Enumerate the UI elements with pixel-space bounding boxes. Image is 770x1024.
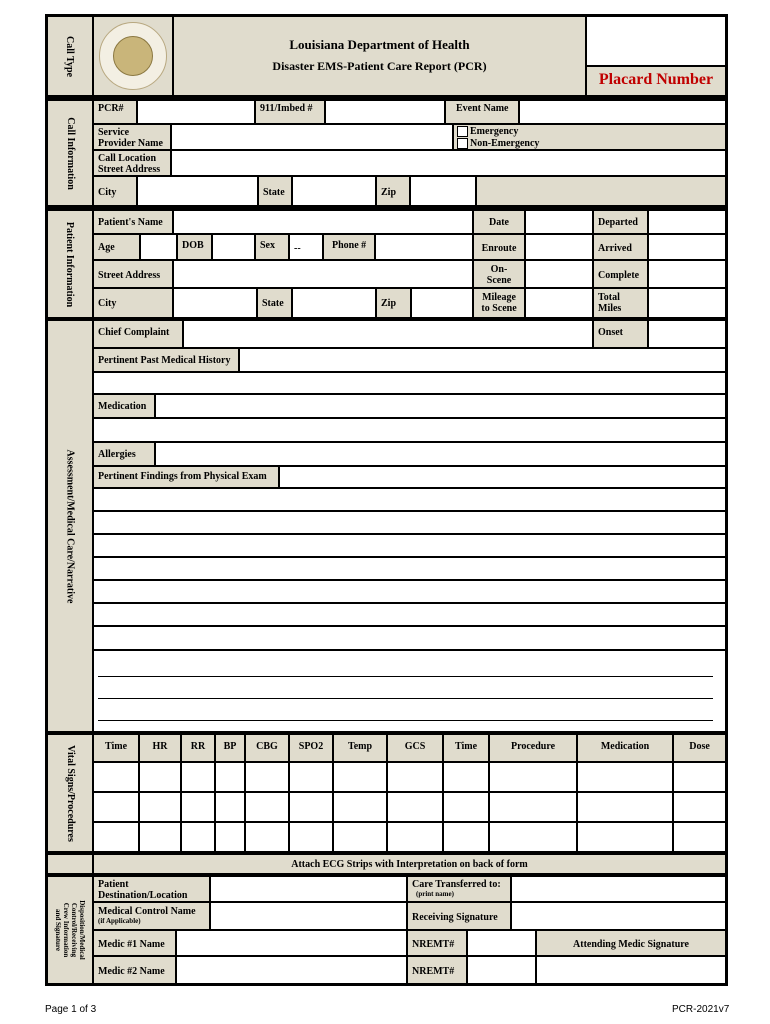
form-id: PCR-2021v7 (672, 1004, 730, 1015)
section-call-information (47, 100, 93, 206)
patient-zip-label: Zip (376, 288, 411, 318)
vitals-cell[interactable] (93, 822, 139, 852)
section-label: Call Information (64, 116, 76, 190)
title-block (173, 16, 586, 96)
vitals-cell[interactable] (577, 822, 673, 852)
receiving-signature-field[interactable] (511, 902, 726, 930)
care-transferred-cell (407, 876, 511, 902)
vitals-cell[interactable] (673, 792, 726, 822)
col-gcs: GCS (387, 734, 443, 762)
history-field-line2[interactable] (93, 372, 726, 394)
call-zip-label: Zip (376, 176, 410, 206)
on-scene-label: On-Scene (473, 260, 525, 288)
print-name-hint: (print name) (416, 890, 454, 898)
sex-label: Sex (255, 234, 289, 260)
vitals-cell[interactable] (333, 762, 387, 792)
chief-complaint-label: Chief Complaint (93, 320, 183, 348)
vitals-cell[interactable] (289, 822, 333, 852)
dob-field[interactable] (212, 234, 255, 260)
col-hr: HR (139, 734, 181, 762)
seal-center-icon (113, 36, 153, 76)
call-location-field[interactable] (171, 150, 726, 176)
history-label: Pertinent Past Medical History (93, 348, 239, 372)
vitals-cell[interactable] (181, 762, 215, 792)
service-provider-field[interactable] (171, 124, 453, 150)
narrative-rule (98, 676, 713, 677)
pcr-label: PCR# (93, 100, 137, 124)
findings-line[interactable] (93, 603, 726, 626)
arrived-field[interactable] (648, 234, 726, 260)
enroute-label: Enroute (473, 234, 525, 260)
vitals-cell[interactable] (443, 762, 489, 792)
findings-line[interactable] (93, 488, 726, 511)
narrative-rule (98, 698, 713, 699)
medic1-label: Medic #1 Name (93, 930, 176, 956)
total-miles-field[interactable] (648, 288, 726, 318)
vitals-cell[interactable] (245, 792, 289, 822)
patient-name-label: Patient's Name (93, 210, 173, 234)
vitals-cell[interactable] (577, 762, 673, 792)
vitals-cell[interactable] (387, 792, 443, 822)
vitals-cell[interactable] (577, 792, 673, 822)
patient-state-field[interactable] (292, 288, 376, 318)
vitals-cell[interactable] (443, 792, 489, 822)
phone-field[interactable] (375, 234, 473, 260)
section-vitals (47, 734, 93, 852)
date-field[interactable] (525, 210, 593, 234)
nremt2-field[interactable] (467, 956, 536, 984)
on-scene-field[interactable] (525, 260, 593, 288)
vitals-cell[interactable] (139, 822, 181, 852)
pcr-field[interactable] (137, 100, 255, 124)
onset-field[interactable] (648, 320, 726, 348)
call-zip-field[interactable] (410, 176, 476, 206)
vitals-cell[interactable] (289, 762, 333, 792)
vitals-cell[interactable] (181, 792, 215, 822)
vitals-cell[interactable] (333, 822, 387, 852)
call-location-label: Call Location Street Address (93, 150, 171, 176)
mileage-label: Mileage to Scene (473, 288, 525, 318)
findings-line[interactable] (93, 580, 726, 603)
date-label: Date (473, 210, 525, 234)
section-label: Assessment/Medical Care/Narrative (64, 449, 76, 603)
medication-label: Medication (93, 394, 155, 418)
patient-name-field[interactable] (173, 210, 473, 234)
vitals-cell[interactable] (489, 762, 577, 792)
vitals-cell[interactable] (333, 792, 387, 822)
findings-line[interactable] (93, 626, 726, 650)
sex-select[interactable]: -- (289, 234, 323, 260)
section-label: Patient Information (64, 221, 76, 307)
dob-label: DOB (177, 234, 212, 260)
enroute-field[interactable] (525, 234, 593, 260)
call-city-label: City (93, 176, 137, 206)
vitals-cell[interactable] (139, 792, 181, 822)
onset-label: Onset (593, 320, 648, 348)
findings-line[interactable] (93, 534, 726, 557)
section-patient-information (47, 210, 93, 318)
age-label: Age (93, 234, 140, 260)
complete-label: Complete (593, 260, 648, 288)
event-name-label: Event Name (445, 100, 519, 124)
medic1-field[interactable] (176, 930, 407, 956)
if-applicable-hint: (if Applicable) (98, 917, 141, 925)
col-rr: RR (181, 734, 215, 762)
findings-line[interactable] (93, 557, 726, 580)
col-cbg: CBG (245, 734, 289, 762)
page-title: Louisiana Department of Health (289, 37, 470, 52)
non-emergency-option[interactable]: Non-Emergency (457, 138, 722, 150)
call-city-field[interactable] (137, 176, 258, 206)
age-field[interactable] (140, 234, 177, 260)
emergency-options (453, 124, 726, 150)
departed-field[interactable] (648, 210, 726, 234)
findings-field[interactable] (279, 466, 726, 488)
allergies-field[interactable] (155, 442, 726, 466)
medic2-label: Medic #2 Name (93, 956, 176, 984)
vitals-cell[interactable] (673, 762, 726, 792)
page-number: Page 1 of 3 (45, 1004, 97, 1015)
section-call-type (47, 16, 93, 96)
col-time-2: Time (443, 734, 489, 762)
medication-field-line2[interactable] (93, 418, 726, 442)
col-time: Time (93, 734, 139, 762)
medical-control-label: Medical Control Name (98, 906, 196, 917)
patient-city-label: City (93, 288, 173, 318)
vitals-cell[interactable] (387, 762, 443, 792)
esf8-seal-logo (99, 22, 167, 90)
care-transferred-field[interactable] (511, 876, 726, 902)
emergency-option[interactable]: Emergency (457, 126, 722, 138)
call-blank-cell (476, 176, 726, 206)
street-address-field[interactable] (173, 260, 473, 288)
destination-label: Patient Destination/Location (93, 876, 210, 902)
patient-city-field[interactable] (173, 288, 257, 318)
event-name-field[interactable] (519, 100, 726, 124)
vitals-cell[interactable] (489, 792, 577, 822)
medical-control-cell (93, 902, 210, 930)
patient-state-label: State (257, 288, 292, 318)
medic2-field[interactable] (176, 956, 407, 984)
imbed-label: 911/Imbed # (255, 100, 325, 124)
imbed-field[interactable] (325, 100, 445, 124)
call-state-field[interactable] (292, 176, 376, 206)
vitals-cell[interactable] (387, 822, 443, 852)
vitals-cell[interactable] (215, 762, 245, 792)
section-assessment (47, 320, 93, 732)
col-bp: BP (215, 734, 245, 762)
chief-complaint-field[interactable] (183, 320, 593, 348)
vitals-cell[interactable] (443, 822, 489, 852)
non-emergency-checkbox[interactable] (457, 138, 468, 149)
vitals-cell[interactable] (245, 762, 289, 792)
nremt2-label: NREMT# (407, 956, 467, 984)
history-field[interactable] (239, 348, 726, 372)
nremt1-field[interactable] (467, 930, 536, 956)
total-miles-label: Total Miles (593, 288, 648, 318)
vitals-cell[interactable] (673, 822, 726, 852)
col-dose: Dose (673, 734, 726, 762)
attending-signature-label: Attending Medic Signature (536, 930, 726, 956)
findings-label: Pertinent Findings from Physical Exam (93, 466, 279, 488)
narrative-area[interactable] (93, 650, 726, 732)
emergency-checkbox[interactable] (457, 126, 468, 137)
vitals-cell[interactable] (245, 822, 289, 852)
findings-line[interactable] (93, 511, 726, 534)
section-label: Call Type (64, 35, 76, 77)
vitals-cell[interactable] (93, 762, 139, 792)
placard-label-cell (586, 66, 726, 96)
vitals-cell[interactable] (93, 792, 139, 822)
placard-number-field[interactable] (586, 16, 726, 66)
care-transferred-label: Care Transferred to: (412, 879, 501, 890)
vitals-cell[interactable] (215, 822, 245, 852)
ecg-note: Attach ECG Strips with Interpretation on back of form (93, 854, 726, 874)
page-subtitle: Disaster EMS-Patient Care Report (PCR) (272, 59, 487, 73)
section-disposition (47, 876, 93, 984)
receiving-signature-label: Receiving Signature (407, 902, 511, 930)
col-medication: Medication (577, 734, 673, 762)
destination-field[interactable] (210, 876, 407, 902)
complete-field[interactable] (648, 260, 726, 288)
ecg-side-blank (47, 854, 93, 874)
street-address-label: Street Address (93, 260, 173, 288)
medication-field[interactable] (155, 394, 726, 418)
vitals-cell[interactable] (139, 762, 181, 792)
vitals-cell[interactable] (489, 822, 577, 852)
col-temp: Temp (333, 734, 387, 762)
vitals-cell[interactable] (181, 822, 215, 852)
vitals-cell[interactable] (215, 792, 245, 822)
narrative-rule (98, 720, 713, 721)
patient-zip-field[interactable] (411, 288, 473, 318)
attending-signature-field[interactable] (536, 956, 726, 984)
logo-cell (93, 16, 173, 96)
phone-label: Phone # (323, 234, 375, 260)
mileage-field[interactable] (525, 288, 593, 318)
departed-label: Departed (593, 210, 648, 234)
service-provider-label: Service Provider Name (93, 124, 171, 150)
section-label: Vital Signs/Procedures (64, 744, 76, 842)
col-procedure: Procedure (489, 734, 577, 762)
allergies-label: Allergies (93, 442, 155, 466)
col-spo2: SPO2 (289, 734, 333, 762)
vitals-cell[interactable] (289, 792, 333, 822)
call-state-label: State (258, 176, 292, 206)
nremt1-label: NREMT# (407, 930, 467, 956)
arrived-label: Arrived (593, 234, 648, 260)
medical-control-field[interactable] (210, 902, 407, 930)
section-label: Disposition/Medical Control/Receiving Crew Information and Signature (54, 900, 87, 960)
placard-label: Placard Number (598, 71, 714, 88)
